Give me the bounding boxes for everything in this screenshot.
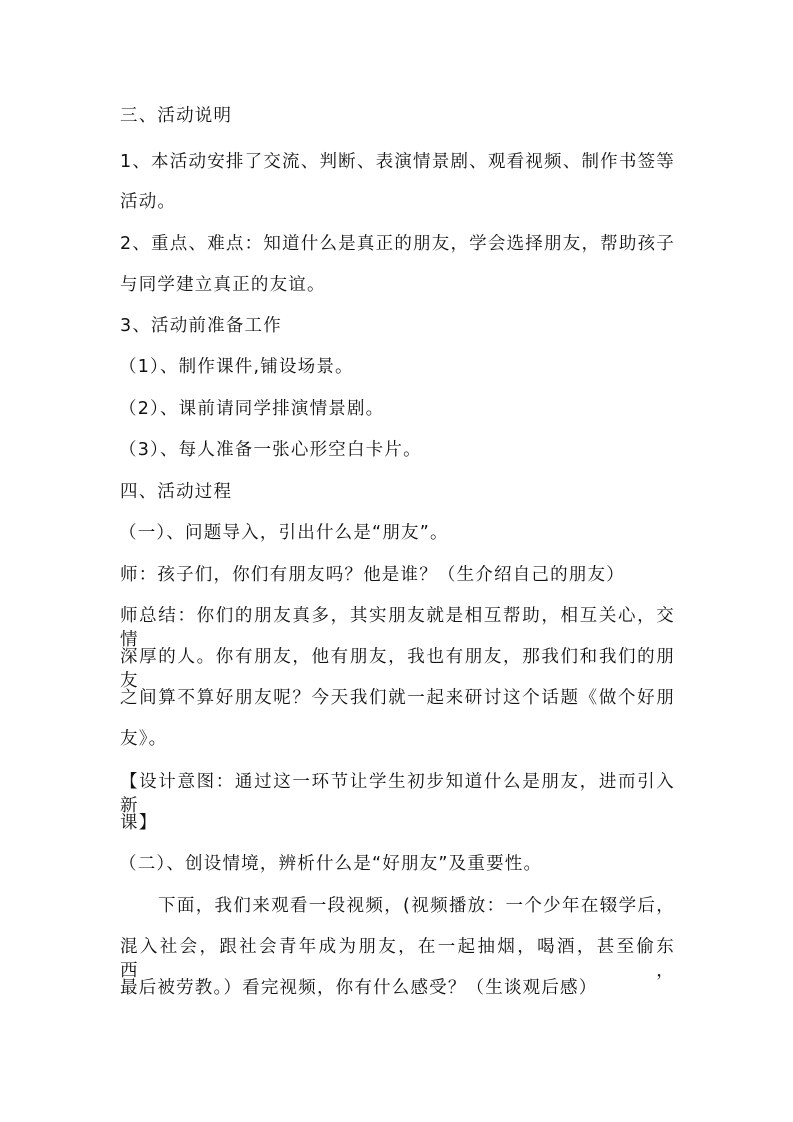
list-item: （2）、课前请同学排演情景剧。 (119, 399, 385, 419)
paragraph-line: 与同学建立真正的友谊。 (120, 275, 326, 295)
paragraph-line: 3、活动前准备工作 (120, 316, 282, 336)
list-item: （3）、每人准备一张心形空白卡片。 (119, 440, 422, 460)
paragraph-line: 2、重点、难点：知道什么是真正的朋友，学会选择朋友，帮助孩子 (120, 234, 675, 254)
list-item: （1）、制作课件,铺设场景。 (119, 357, 354, 377)
paragraph-line: 师：孩子们，你们有朋友吗？他是谁？（生介绍自己的朋友） (120, 565, 625, 585)
paragraph-line: 混入社会，跟社会青年成为朋友，在一起抽烟，喝酒，甚至偷东西， (120, 937, 675, 981)
paragraph-line: 1、本活动安排了交流、判断、表演情景剧、观看视频、制作书签等 (120, 152, 675, 172)
section-heading-activity-notes: 三、活动说明 (120, 106, 233, 126)
design-intent-note: 课】 (120, 813, 158, 833)
paragraph-line: 友》。 (120, 729, 168, 749)
paragraph-line: 之间算不算好朋友呢？今天我们就一起来研讨这个话题《做个好朋 (120, 688, 675, 708)
paragraph-line: 最后被劳教。）看完视频，你有什么感受？（生谈观后感） (120, 978, 598, 998)
section-heading-activity-process: 四、活动过程 (120, 482, 233, 502)
subheading: （一）、问题导入，引出什么是“朋友”。 (119, 523, 449, 543)
design-intent-note: 【设计意图：通过这一环节让学生初步知道什么是朋友，进而引入新 (120, 772, 675, 816)
paragraph-line: 下面，我们来观看一段视频，(视频播放：一个少年在辍学后， (158, 896, 675, 916)
subheading: （二）、创设情境，辨析什么是“好朋友”及重要性。 (119, 854, 543, 874)
paragraph-line: 活动。 (120, 192, 177, 212)
paragraph-line: 深厚的人。你有朋友，他有朋友，我也有朋友，那我们和我们的朋友 (120, 647, 675, 691)
paragraph-line: 师总结：你们的朋友真多，其实朋友就是相互帮助，相互关心，交情 (120, 606, 675, 650)
